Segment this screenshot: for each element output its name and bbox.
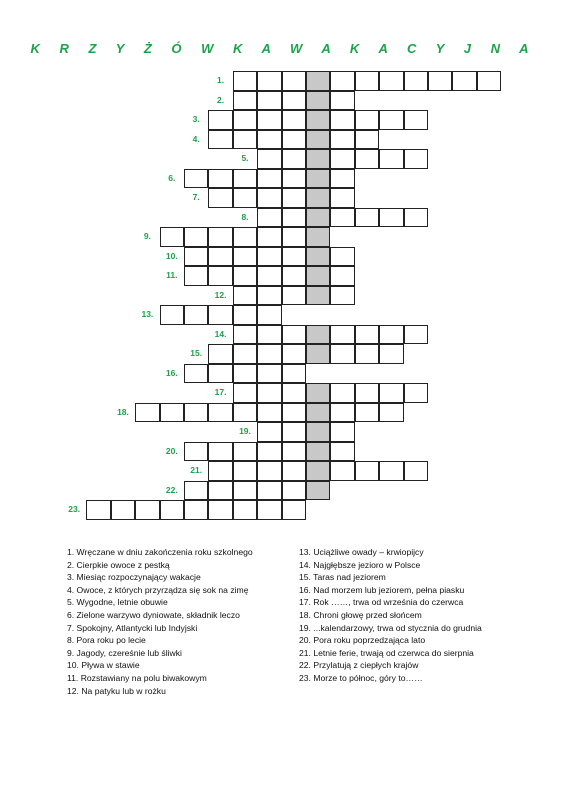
answer-cell[interactable] (330, 442, 354, 462)
answer-cell[interactable] (257, 110, 281, 130)
answer-cell[interactable] (233, 71, 257, 91)
clue-item: 14. Najgłębsze jezioro w Polsce (299, 559, 421, 570)
clue-number-label: 1. (217, 75, 225, 85)
answer-cell[interactable] (257, 403, 281, 423)
answer-cell[interactable] (184, 481, 208, 501)
key-cell[interactable] (306, 169, 330, 189)
answer-cell[interactable] (233, 188, 257, 208)
clue-item: 20. Pora roku poprzedzająca lato (299, 635, 426, 646)
answer-cell[interactable] (233, 110, 257, 130)
answer-cell[interactable] (208, 403, 232, 423)
answer-cell[interactable] (160, 403, 184, 423)
answer-cell[interactable] (233, 227, 257, 247)
clue-number-label: 9. (143, 231, 151, 241)
answer-cell[interactable] (404, 461, 428, 481)
clue-item: 23. Morze to północ, góry to…… (299, 672, 423, 683)
answer-cell[interactable] (282, 149, 306, 169)
key-cell[interactable] (306, 481, 330, 501)
answer-cell[interactable] (233, 403, 257, 423)
clue-item: 6. Zielone warzywo dyniowate, składnik leczo (67, 609, 240, 620)
answer-cell[interactable] (257, 91, 281, 111)
answer-cell[interactable] (233, 364, 257, 384)
answer-cell[interactable] (160, 305, 184, 325)
answer-cell[interactable] (282, 266, 306, 286)
clue-item: 16. Nad morzem lub jeziorem, pełna piasku (299, 584, 465, 595)
clue-number-label: 6. (168, 172, 176, 183)
answer-cell[interactable] (355, 71, 379, 91)
answer-cell[interactable] (184, 169, 208, 189)
clues-list-right (299, 546, 539, 685)
clue-number-label: 19. (239, 426, 251, 436)
answer-cell[interactable] (379, 149, 403, 169)
answer-cell[interactable] (355, 383, 379, 403)
answer-cell[interactable] (257, 227, 281, 247)
answer-cell[interactable] (257, 169, 281, 189)
answer-cell[interactable] (208, 305, 232, 325)
answer-cell[interactable] (135, 500, 159, 520)
answer-cell[interactable] (233, 442, 257, 462)
answer-cell[interactable] (233, 461, 257, 481)
answer-cell[interactable] (404, 208, 428, 228)
answer-cell[interactable] (257, 305, 281, 325)
key-cell[interactable] (306, 286, 330, 306)
answer-cell[interactable] (330, 188, 354, 208)
key-cell[interactable] (306, 461, 330, 481)
answer-cell[interactable] (282, 227, 306, 247)
clue-number-label: 11. (166, 270, 178, 280)
answer-cell[interactable] (111, 500, 135, 520)
answer-cell[interactable] (330, 286, 354, 306)
key-cell[interactable] (306, 208, 330, 228)
clue-number-label: 17. (214, 387, 227, 397)
clue-item: 1. Wręczane w dniu zakończenia roku szkolnego (67, 547, 253, 557)
answer-cell[interactable] (233, 247, 257, 267)
clue-item: 4. Owoce, z których przyrządza się sok na zimę (67, 584, 249, 595)
clue-item: 8. Pora roku po lecie (67, 635, 146, 646)
answer-cell[interactable] (233, 325, 257, 345)
answer-cell[interactable] (257, 364, 281, 384)
answer-cell[interactable] (379, 403, 403, 423)
answer-cell[interactable] (282, 481, 306, 501)
answer-cell[interactable] (257, 286, 281, 306)
answer-cell[interactable] (208, 500, 232, 520)
answer-cell[interactable] (282, 188, 306, 208)
clue-number-label: 16. (165, 367, 178, 378)
clue-item: 11. Rozstawiany na polu biwakowym (67, 672, 207, 683)
answer-cell[interactable] (330, 130, 354, 150)
answer-cell[interactable] (208, 188, 232, 208)
key-cell[interactable] (306, 188, 330, 208)
answer-cell[interactable] (330, 422, 354, 442)
answer-cell[interactable] (330, 403, 354, 423)
answer-cell[interactable] (282, 110, 306, 130)
clue-number-label: 4. (192, 133, 200, 144)
answer-cell[interactable] (355, 325, 379, 345)
answer-cell[interactable] (257, 442, 281, 462)
answer-cell[interactable] (208, 110, 232, 130)
answer-cell[interactable] (233, 383, 257, 403)
answer-cell[interactable] (135, 403, 159, 423)
answer-cell[interactable] (257, 266, 281, 286)
clue-number-label: 15. (190, 348, 203, 358)
answer-cell[interactable] (330, 461, 354, 481)
answer-cell[interactable] (282, 364, 306, 384)
answer-cell[interactable] (404, 325, 428, 345)
clues-list-left (67, 546, 297, 697)
clue-number-label: 8. (241, 211, 249, 222)
answer-cell[interactable] (355, 110, 379, 130)
answer-cell[interactable] (184, 247, 208, 267)
clue-item: 17. Rok ……, trwa od września do czerwca (299, 597, 464, 608)
key-cell[interactable] (306, 110, 330, 130)
answer-cell[interactable] (282, 344, 306, 364)
answer-cell[interactable] (404, 149, 428, 169)
clue-item: 2. Cierpkie owoce z pestką (67, 559, 170, 570)
answer-cell[interactable] (355, 149, 379, 169)
answer-cell[interactable] (184, 266, 208, 286)
answer-cell[interactable] (282, 71, 306, 91)
answer-cell[interactable] (208, 247, 232, 267)
key-cell[interactable] (306, 247, 330, 267)
key-cell[interactable] (306, 130, 330, 150)
answer-cell[interactable] (233, 169, 257, 189)
answer-cell[interactable] (233, 91, 257, 111)
clue-item: 13. Uciążliwe owady – krwiopijcy (299, 547, 424, 557)
answer-cell[interactable] (257, 344, 281, 364)
clue-number-label: 20. (165, 445, 178, 456)
key-cell[interactable] (306, 227, 330, 247)
answer-cell[interactable] (404, 71, 428, 91)
clue-number-label: 14. (214, 328, 227, 339)
answer-cell[interactable] (379, 325, 403, 345)
answer-cell[interactable] (330, 110, 354, 130)
answer-cell[interactable] (282, 169, 306, 189)
clue-item: 18. Chroni głowę przed słońcem (299, 609, 422, 620)
answer-cell[interactable] (379, 71, 403, 91)
answer-cell[interactable] (330, 149, 354, 169)
answer-cell[interactable] (208, 130, 232, 150)
answer-cell[interactable] (233, 266, 257, 286)
answer-cell[interactable] (282, 403, 306, 423)
answer-cell[interactable] (404, 110, 428, 130)
key-cell[interactable] (306, 325, 330, 345)
clue-item: 21. Letnie ferie, trwają od czerwca do sierpnia (299, 647, 474, 658)
answer-cell[interactable] (160, 500, 184, 520)
clue-number-label: 3. (192, 114, 200, 124)
clue-number-label: 18. (117, 406, 129, 417)
answer-cell[interactable] (330, 266, 354, 286)
key-cell[interactable] (306, 403, 330, 423)
clue-number-label: 5. (241, 153, 249, 163)
key-cell[interactable] (306, 383, 330, 403)
clue-item: 22. Przylatują z ciepłych krajów (299, 660, 419, 671)
answer-cell[interactable] (282, 422, 306, 442)
answer-cell[interactable] (257, 500, 281, 520)
answer-cell[interactable] (330, 247, 354, 267)
answer-cell[interactable] (233, 130, 257, 150)
clue-item: 3. Miesiąc rozpoczynający wakacje (67, 572, 201, 583)
answer-cell[interactable] (208, 481, 232, 501)
page-title: K R Z Y Ż Ó W K A W A K A C Y J N A (30, 41, 535, 56)
answer-cell[interactable] (257, 208, 281, 228)
answer-cell[interactable] (282, 442, 306, 462)
answer-cell[interactable] (355, 403, 379, 423)
answer-cell[interactable] (184, 403, 208, 423)
clue-item: 7. Spokojny, Atlantycki lub Indyjski (67, 622, 198, 633)
answer-cell[interactable] (257, 71, 281, 91)
answer-cell[interactable] (208, 227, 232, 247)
answer-cell[interactable] (257, 422, 281, 442)
key-cell[interactable] (306, 344, 330, 364)
answer-cell[interactable] (379, 383, 403, 403)
clue-number-label: 12. (214, 289, 227, 300)
answer-cell[interactable] (330, 91, 354, 111)
answer-cell[interactable] (257, 130, 281, 150)
clue-number-label: 7. (192, 192, 200, 202)
answer-cell[interactable] (379, 110, 403, 130)
answer-cell[interactable] (233, 481, 257, 501)
clue-number-label: 2. (217, 94, 225, 105)
answer-cell[interactable] (330, 344, 354, 364)
answer-cell[interactable] (282, 286, 306, 306)
clue-number-label: 22. (165, 484, 178, 495)
key-cell[interactable] (306, 422, 330, 442)
answer-cell[interactable] (477, 71, 501, 91)
answer-cell[interactable] (257, 149, 281, 169)
answer-cell[interactable] (330, 169, 354, 189)
answer-cell[interactable] (282, 130, 306, 150)
answer-cell[interactable] (330, 208, 354, 228)
answer-cell[interactable] (233, 344, 257, 364)
clue-number-label: 23. (68, 504, 81, 514)
clue-item: 5. Wygodne, letnie obuwie (67, 597, 168, 608)
answer-cell[interactable] (379, 208, 403, 228)
answer-cell[interactable] (184, 442, 208, 462)
answer-cell[interactable] (184, 227, 208, 247)
key-cell[interactable] (306, 266, 330, 286)
answer-cell[interactable] (257, 325, 281, 345)
answer-cell[interactable] (184, 305, 208, 325)
answer-cell[interactable] (160, 227, 184, 247)
clue-item: 19. ...kalendarzowy, trwa od stycznia do grudnia (299, 622, 482, 633)
key-cell[interactable] (306, 71, 330, 91)
clue-number-label: 10. (165, 250, 178, 261)
answer-cell[interactable] (282, 325, 306, 345)
answer-cell[interactable] (379, 344, 403, 364)
answer-cell[interactable] (208, 266, 232, 286)
answer-cell[interactable] (184, 364, 208, 384)
answer-cell[interactable] (208, 461, 232, 481)
answer-cell[interactable] (330, 71, 354, 91)
answer-cell[interactable] (452, 71, 476, 91)
answer-cell[interactable] (208, 169, 232, 189)
answer-cell[interactable] (257, 461, 281, 481)
answer-cell[interactable] (282, 383, 306, 403)
answer-cell[interactable] (379, 461, 403, 481)
answer-cell[interactable] (184, 500, 208, 520)
answer-cell[interactable] (233, 305, 257, 325)
clue-number-label: 21. (190, 465, 203, 475)
answer-cell[interactable] (282, 247, 306, 267)
answer-cell[interactable] (257, 188, 281, 208)
answer-cell[interactable] (330, 325, 354, 345)
answer-cell[interactable] (404, 383, 428, 403)
answer-cell[interactable] (355, 208, 379, 228)
answer-cell[interactable] (282, 91, 306, 111)
answer-cell[interactable] (330, 383, 354, 403)
answer-cell[interactable] (355, 344, 379, 364)
answer-cell[interactable] (428, 71, 452, 91)
answer-cell[interactable] (233, 500, 257, 520)
answer-cell[interactable] (355, 130, 379, 150)
answer-cell[interactable] (208, 344, 232, 364)
answer-cell[interactable] (282, 461, 306, 481)
answer-cell[interactable] (257, 247, 281, 267)
clue-number-label: 13. (141, 309, 154, 319)
answer-cell[interactable] (257, 481, 281, 501)
key-cell[interactable] (306, 442, 330, 462)
answer-cell[interactable] (233, 286, 257, 306)
answer-cell[interactable] (257, 383, 281, 403)
answer-cell[interactable] (208, 442, 232, 462)
answer-cell[interactable] (282, 500, 306, 520)
answer-cell[interactable] (355, 461, 379, 481)
answer-cell[interactable] (208, 364, 232, 384)
clue-item: 10. Pływa w stawie (67, 660, 140, 671)
answer-cell[interactable] (86, 500, 110, 520)
answer-cell[interactable] (282, 208, 306, 228)
clue-item: 9. Jagody, czereśnie lub śliwki (67, 647, 182, 658)
clue-item: 15. Taras nad jeziorem (299, 572, 386, 583)
key-cell[interactable] (306, 149, 330, 169)
key-cell[interactable] (306, 91, 330, 111)
clue-item: 12. Na patyku lub w rożku (67, 685, 166, 696)
